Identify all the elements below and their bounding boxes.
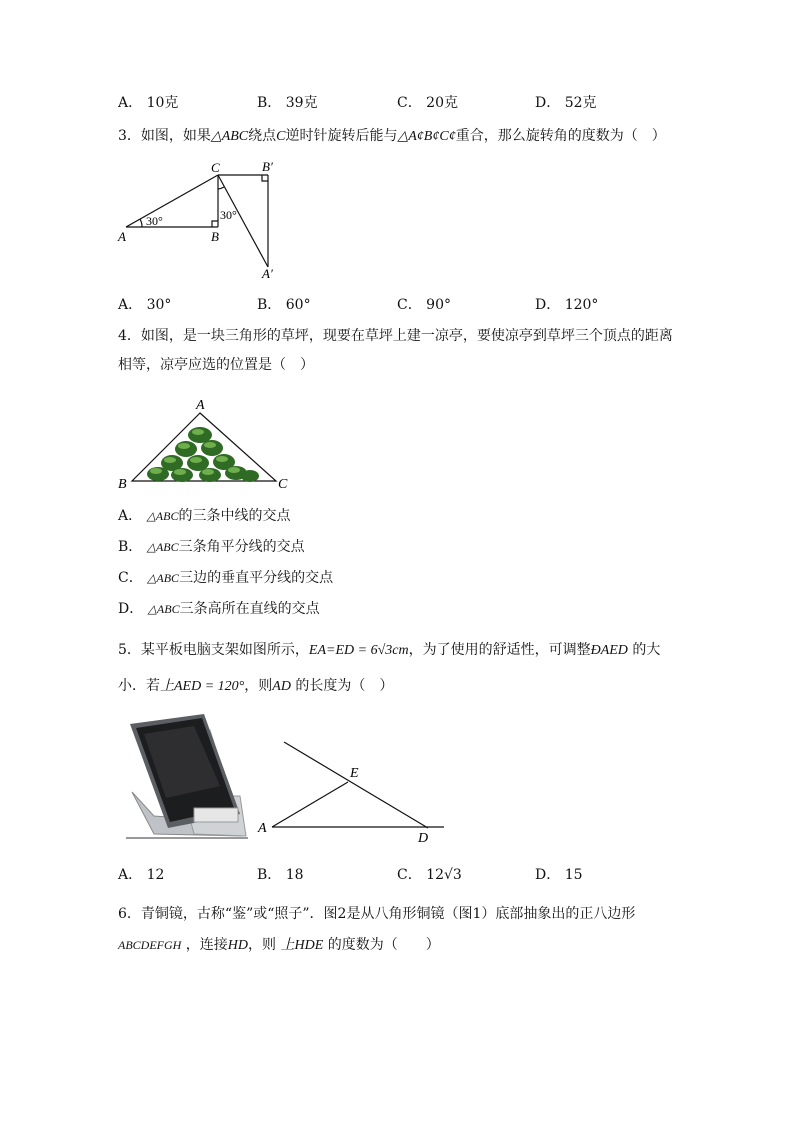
q5-option-b: B． 18 [257, 867, 304, 883]
q6-stem-line2: ABCDEFGH ，连接HD，则 上HDE 的度数为（ ） [118, 937, 440, 953]
q3-option-b: B． 60° [257, 297, 311, 313]
q4-label-a: A [196, 398, 205, 413]
q2-option-a: A． 10克 [118, 95, 179, 111]
q2-option-c: C． 20克 [397, 95, 458, 111]
q3-label-c: C [211, 160, 220, 175]
q5-option-d: D． 15 [535, 867, 583, 883]
q3-option-d: D． 120° [535, 297, 599, 313]
q3-label-a: A [118, 229, 126, 244]
q4-label-b: B [118, 477, 127, 492]
q3-label-b-prime: B′ [262, 159, 273, 174]
q3-label-a-prime: A′ [262, 266, 273, 281]
q5-figure [252, 732, 452, 847]
q4-figure [114, 395, 294, 493]
q3-angle-c: 30° [220, 208, 237, 222]
q4-stem-line2: 相等，凉亭应选的位置是（ ） [118, 357, 314, 373]
q3-stem: 3．如图，如果△ABC绕点C逆时针旋转后能与△A¢B¢C¢重合，那么旋转角的度数为（ ） [118, 128, 666, 144]
q4-stem-line1: 4．如图，是一块三角形的草坪，现要在草坪上建一凉亭，要使凉亭到草坪三个顶点的距离 [118, 328, 673, 344]
q6-stem-line1: 6．青铜镜，古称“鉴”或“照子”．图2是从八角形铜镜（图1）底部抽象出的正八边形 [118, 906, 636, 922]
q2-option-d: D． 52克 [535, 95, 597, 111]
q5-option-c: C． 12√3 [397, 867, 462, 883]
q3-angle-a: 30° [146, 214, 163, 228]
q5-label-d: D [418, 831, 429, 846]
q5-label-e: E [350, 766, 359, 781]
q5-stem-line1: 5．某平板电脑支架如图所示，EA=ED = 6√3cm，为了使用的舒适性，可调整ÐAED 的大 [118, 642, 661, 658]
q3-option-c: C． 90° [397, 297, 451, 313]
q4-option-b: B． △ABC三条角平分线的交点 [118, 539, 305, 555]
q5-option-a: A． 12 [118, 867, 165, 883]
q4-label-c: C [278, 477, 288, 492]
q5-stem-line2: 小．若上AED = 120°，则AD 的长度为（ ） [118, 678, 394, 694]
q3-label-b: B [211, 229, 219, 244]
q4-option-c: C． △ABC三边的垂直平分线的交点 [118, 570, 334, 586]
q2-option-b: B． 39克 [257, 95, 318, 111]
q5-label-a: A [258, 821, 267, 836]
q4-option-d: D． △ABC三条高所在直线的交点 [118, 601, 320, 617]
q3-option-a: A． 30° [118, 297, 172, 313]
q4-option-a: A． △ABC的三条中线的交点 [118, 508, 291, 524]
tablet-stand-image [124, 712, 254, 844]
q3-figure [112, 155, 292, 285]
